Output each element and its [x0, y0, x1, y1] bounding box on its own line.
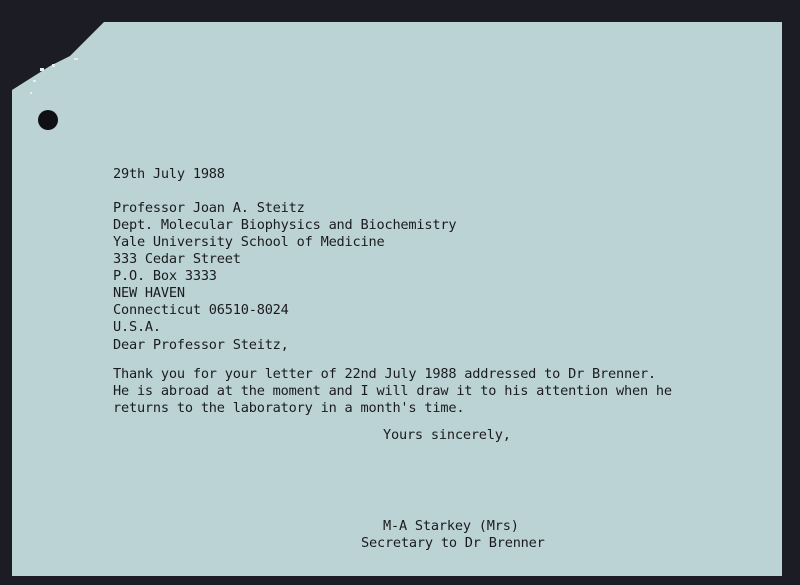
- recipient-line: Dept. Molecular Biophysics and Biochemistry: [113, 217, 457, 233]
- recipient-line: Yale University School of Medicine: [113, 234, 385, 250]
- recipient-line: 333 Cedar Street: [113, 251, 241, 267]
- signature-name: M-A Starkey (Mrs): [383, 518, 519, 534]
- closing: Yours sincerely,: [383, 427, 511, 443]
- recipient-line: Professor Joan A. Steitz: [113, 200, 305, 216]
- body-line: Thank you for your letter of 22nd July 1988 addressed to Dr Brenner.: [113, 366, 656, 382]
- recipient-line: NEW HAVEN: [113, 285, 185, 301]
- body-line: returns to the laboratory in a month's time.: [113, 400, 465, 416]
- recipient-line: Connecticut 06510-8024: [113, 302, 289, 318]
- letter-date: 29th July 1988: [113, 166, 225, 182]
- recipient-line: U.S.A.: [113, 319, 161, 335]
- body-line: He is abroad at the moment and I will draw it to his attention when he: [113, 383, 672, 399]
- salutation: Dear Professor Steitz,: [113, 337, 289, 353]
- signature-title: Secretary to Dr Brenner: [361, 535, 545, 551]
- recipient-line: P.O. Box 3333: [113, 268, 217, 284]
